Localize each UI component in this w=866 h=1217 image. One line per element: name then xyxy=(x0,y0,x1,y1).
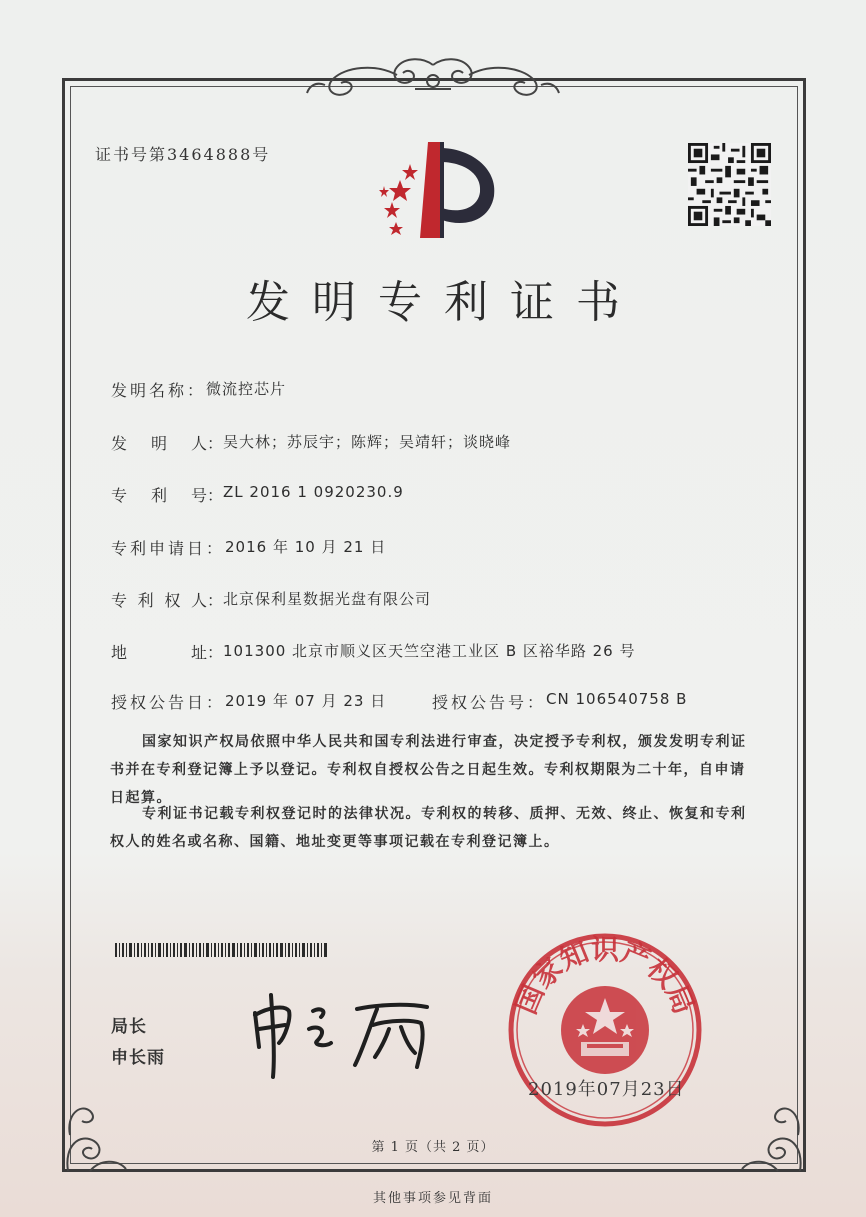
signature-icon xyxy=(245,985,445,1080)
seal-date: 2019年07月23日 xyxy=(528,1079,685,1100)
patent-office-logo-icon xyxy=(370,138,505,243)
field-value: 101300 北京市顺义区天竺空港工业区 B 区裕华路 26 号 xyxy=(223,642,636,660)
bottom-left-ornament-icon xyxy=(60,1075,130,1175)
field-label: 发明名称： xyxy=(111,381,207,400)
qr-code-icon xyxy=(688,143,771,226)
field-value: 微流控芯片 xyxy=(206,380,287,398)
field-label: 专 利 号 xyxy=(111,486,207,505)
field-value: 2016 年 10 月 21 日 xyxy=(225,538,387,556)
field-application-date xyxy=(111,536,386,559)
seal-text: 国家知识产权局 xyxy=(509,933,701,1019)
field-label: 发 明 人 xyxy=(111,434,207,453)
field-patent-number: 专 利 号 ： ZL 2016 1 0920230.9 xyxy=(111,483,404,505)
field-value: 2019 年 07 月 23 日 xyxy=(225,692,387,710)
field-value: 吴大林；苏辰宇；陈辉；吴靖轩；谈晓峰 xyxy=(223,433,512,451)
field-invention-name xyxy=(111,378,286,401)
footer-note: 其他事项参见背面 xyxy=(372,1191,493,1206)
field-label: 授权公告日： xyxy=(111,693,226,712)
director-name: 申长雨 xyxy=(111,1048,165,1068)
barcode-icon xyxy=(115,943,327,957)
page-number: 第 1 页（共 2 页） xyxy=(371,1140,495,1155)
legal-paragraph-1: 国家知识产权局依照中华人民共和国专利法进行审查，决定授予专利权，颁发发明专利证书并在专利登记簿上予以登记。专利权自授权公告之日起生效。专利权期限为二十年，自申请日起算。 xyxy=(110,734,747,806)
director-title: 局长 xyxy=(111,1017,147,1037)
field-value: ZL 2016 1 0920230.9 xyxy=(223,483,404,501)
field-patentee: 专 利 权 人 ： 北京保利星数据光盘有限公司 xyxy=(111,590,432,610)
field-address: 地 址 ： 101300 北京市顺义区天竺空港工业区 B 区裕华路 26 号 xyxy=(111,642,636,662)
field-value: CN 106540758 B xyxy=(546,690,688,708)
certificate-title: 发明专利证书 xyxy=(246,277,642,328)
field-value: 北京保利星数据光盘有限公司 xyxy=(223,590,432,608)
field-label: 专利申请日： xyxy=(111,539,226,558)
field-grant-number xyxy=(432,690,687,713)
field-grant-date xyxy=(111,690,386,713)
bottom-right-ornament-icon xyxy=(738,1075,808,1175)
field-label: 授权公告号： xyxy=(432,693,547,712)
field-inventor: 发 明 人 ： 吴大林；苏辰宇；陈辉；吴靖轩；谈晓峰 xyxy=(111,433,512,453)
certificate-number: 证书号第3464888号 xyxy=(95,145,271,164)
field-label: 专 利 权 人 xyxy=(111,591,207,610)
legal-paragraph-2: 专利证书记载专利权登记时的法律状况。专利权的转移、质押、无效、终止、恢复和专利权人的姓名或名称、国籍、地址变更等事项记载在专利登记簿上。 xyxy=(110,806,747,850)
field-label: 地 址 xyxy=(111,643,207,662)
top-ornament-icon xyxy=(305,55,561,103)
